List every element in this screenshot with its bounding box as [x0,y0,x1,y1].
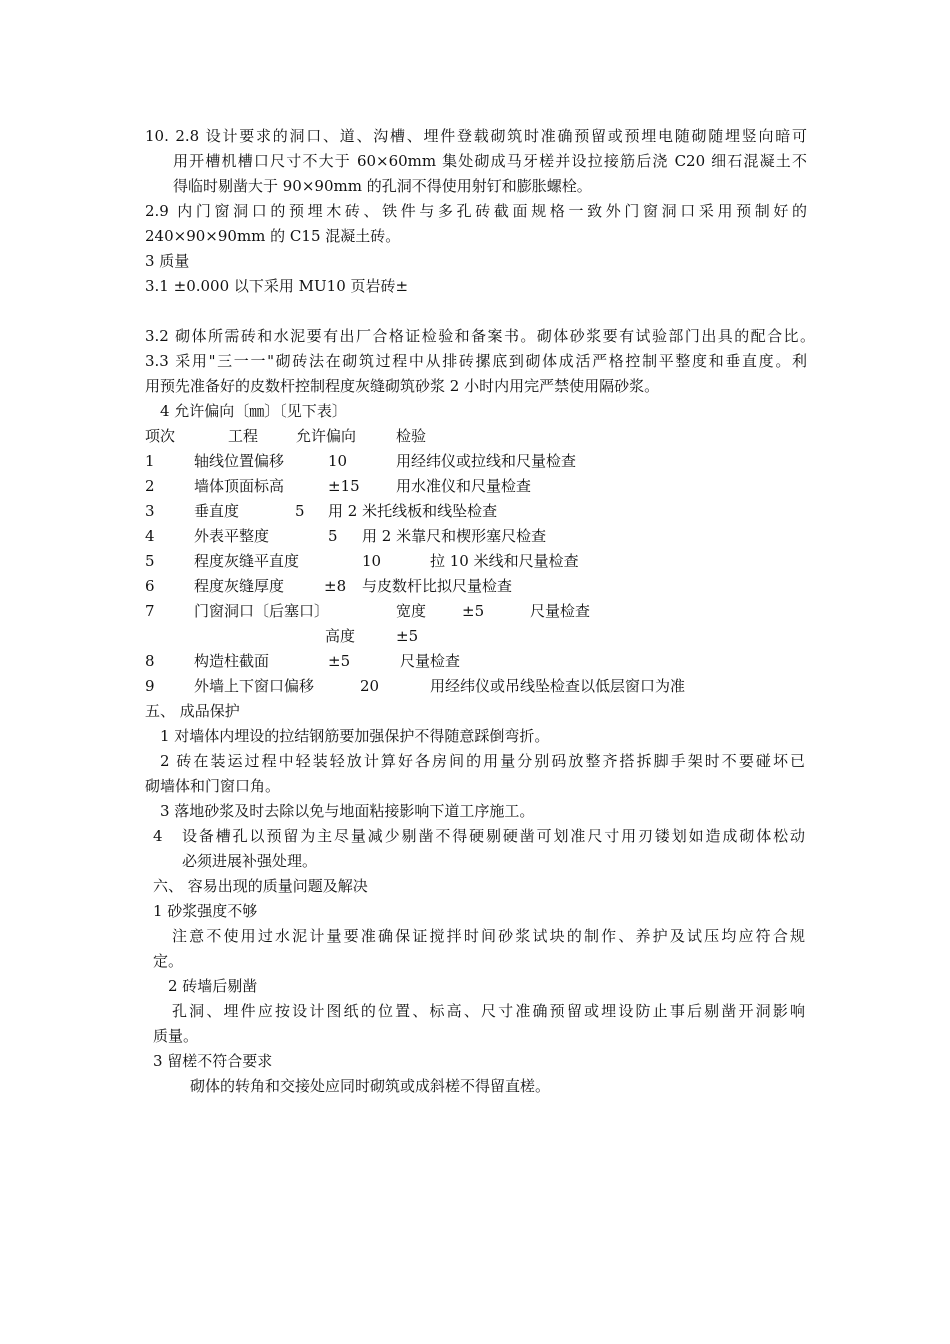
row-tolerance: 10 [328,452,348,470]
section5-p3: 3 落地砂浆及时去除以免与地面粘接影响下道工序施工。 [160,802,535,820]
row-no: 5 [145,552,155,570]
table-header-item: 工程 [228,427,259,445]
row-tolerance-2: ±5 [396,627,419,645]
row-tolerance: ±8 [324,577,347,595]
row-item: 程度灰缝平直度 [194,552,300,570]
section6-q1-title: 1 砂浆强度不够 [153,902,258,920]
section6-q2-line1: 孔洞、埋件应按设计图纸的位置、标高、尺寸准确预留或埋设防止事后剔凿开洞影响 [172,1002,805,1020]
row-method: 用经纬仪或吊线坠检查以低层窗口为准 [430,677,686,695]
section6-q3-title: 3 留槎不符合要求 [153,1052,273,1070]
row-tolerance: ±5 [462,602,485,620]
section5-p2-line2: 砌墙体和门窗口角。 [145,777,281,795]
item29-line1: 2.9 内门窗洞口的预埋木砖、铁件与多孔砖截面规格一致外门窗洞口采用预制好的 [145,202,807,220]
item32: 3.2 砌体所需砖和水泥要有出厂合格证检验和备案书。砌体砂浆要有试验部门出具的配合比。 [145,327,815,345]
row-item: 轴线位置偏移 [194,452,285,470]
row-no: 3 [145,502,155,520]
row-item: 垂直度 [194,502,240,520]
section5-p4-line1: 设备槽孔以预留为主尽量减少剔凿不得硬剔硬凿可划准尺寸用刃镂划如造成砌体松动 [182,827,805,845]
section6-q1-line1: 注意不使用过水泥计量要准确保证搅拌时间砂浆试块的制作、养护及试压均应符合规 [172,927,805,945]
section6-q3-line1: 砌体的转角和交接处应同时砌筑或成斜槎不得留直槎。 [190,1077,551,1095]
section5-p4-line2: 必须进展补强处理。 [182,852,318,870]
table-header-no: 项次 [145,427,176,445]
row-no: 8 [145,652,155,670]
row-method: 尺量检查 [400,652,461,670]
item33-line2: 用预先准备好的皮数杆控制程度灰缝砌筑砂浆 2 小时内用完严禁使用隔砂浆。 [145,377,660,395]
row-method: 用经纬仪或拉线和尺量检查 [396,452,577,470]
section4-heading: 4 允许偏向〔㎜〕〔见下表〕 [160,402,347,420]
row-item: 程度灰缝厚度 [194,577,285,595]
table-header-tolerance: 允许偏向 [296,427,357,445]
section3-heading: 3 质量 [145,252,190,270]
section5-heading: 五、 成品保护 [145,702,240,720]
item10-line2: 用开槽机槽口尺寸不大于 60×60mm 集处砌成马牙槎并设拉接筋后浇 C20 细石混凝土不 [173,152,807,170]
row-sub-width: 宽度 [396,602,427,620]
row-item: 门窗洞口〔后塞口〕 [194,602,330,620]
item10-line1: 10. 2.8 设计要求的洞口、道、沟槽、埋件登载砌筑时准确预留或预埋电随砌随埋竖向暗可 [145,127,807,145]
row-item: 外墙上下窗口偏移 [194,677,315,695]
row-no: 4 [145,527,155,545]
row-method: 用 2 米托线板和线坠检查 [328,502,498,520]
section5-p4-number: 4 [153,827,163,845]
row-method: 用 2 米靠尺和楔形塞尺检查 [362,527,547,545]
row-no: 6 [145,577,155,595]
section6-heading: 六、 容易出现的质量问题及解决 [153,877,368,895]
row-tolerance: ±15 [328,477,360,495]
row-method: 尺量检查 [530,602,591,620]
item31: 3.1 ±0.000 以下采用 MU10 页岩砖± [145,277,409,295]
row-sub-height: 高度 [325,627,356,645]
row-no: 9 [145,677,155,695]
row-method: 与皮数杆比拟尺量检查 [362,577,513,595]
row-tolerance: ±5 [328,652,351,670]
section6-q2-title: 2 砖墙后剔凿 [168,977,258,995]
row-tolerance: 20 [360,677,380,695]
row-method: 用水准仪和尺量检查 [396,477,532,495]
row-no: 1 [145,452,155,470]
table-header-method: 检验 [396,427,427,445]
row-tolerance: 5 [328,527,338,545]
section6-q1-line2: 定。 [153,952,184,970]
item33-line1: 3.3 采用"三一一"砌砖法在砌筑过程中从排砖摞底到砌体成活严格控制平整度和垂直度。利 [145,352,807,370]
row-item: 墙体顶面标高 [194,477,285,495]
section5-p1: 1 对墙体内埋设的拉结钢筋要加强保护不得随意踩倒弯折。 [160,727,550,745]
item29-line2: 240×90×90mm 的 C15 混凝土砖。 [145,227,401,245]
section6-q2-line2: 质量。 [153,1027,199,1045]
item10-line3: 得临时剔凿大于 90×90mm 的孔洞不得使用射钉和膨胀螺栓。 [173,177,592,195]
row-tolerance: 10 [362,552,382,570]
section5-p2-line1: 2 砖在装运过程中轻装轻放计算好各房间的用量分别码放整齐搭拆脚手架时不要碰坏已 [160,752,805,770]
row-item: 外表平整度 [194,527,270,545]
row-tolerance: 5 [295,502,305,520]
row-item: 构造柱截面 [194,652,270,670]
row-no: 2 [145,477,155,495]
row-method: 拉 10 米线和尺量检查 [430,552,579,570]
row-no: 7 [145,602,155,620]
